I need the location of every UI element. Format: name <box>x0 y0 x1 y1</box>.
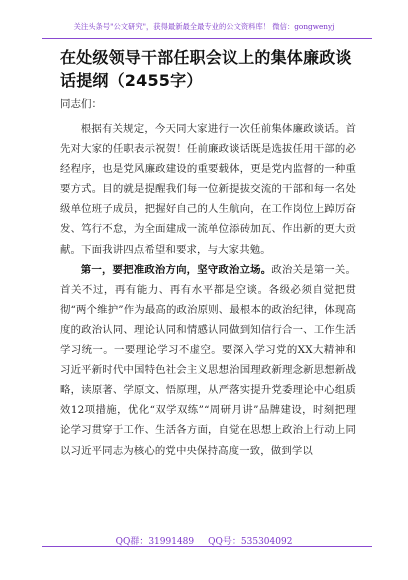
header-divider <box>42 38 372 39</box>
footer-divider <box>42 546 372 547</box>
document-title: 在处级领导干部任职会议上的集体廉政谈话提纲（2455字） <box>60 48 352 90</box>
page-header-banner: 关注头条号"公文研究"，获得最新最全最专业的公文资料库！ 微信：gongwenyj <box>73 22 335 31</box>
paragraph-2-lead: 第一，要把准政治方向，坚守政治立场。 <box>80 263 272 276</box>
footer-qq-number: QQ号：535304092 <box>208 537 293 547</box>
footer-qq-group: QQ群：31991489 <box>115 537 195 547</box>
paragraph-2-text: 政治关是第一关。首关不过，再有能力、再有水平都是空谈。各级必须自觉把贯彻“两个维护”作为最高的政治原则、最根本的政治纪律，体现高度的政治认同、理论认同和情感认同做到知信行合一、工作生活学习统一。一要理论学习不虚空。要深入学习党的XX大精神和习近平新时代中国特色社会主义思想治国理政新理念新思想新战略，读原著、学原文、悟原理，从严落实提升党委理论中心组质效12项措施，优化“双学双练”“周研月讲”品牌建设，时刻把理论学习贯穿于工作、生活各方面，自觉在思想上政治上行动上同以习近平同志为核心的党中央保持高度一致，做到学以 <box>60 263 357 457</box>
paragraph-1-text: 根据有关规定，今天同大家进行一次任前集体廉政谈话。首先对大家的任职表示祝贺！任前廉政谈话既是选拔任用干部的必经程序，也是党风廉政建设的重要载体，更是党内监督的一种重要方式。目的就是提醒我们每一位新提拔交流的干部和每一名处级单位班子成员，把握好自己的人生航向，在工作岗位上踔厉奋发、笃行不怠，为全面建成一流单位添砖加瓦、作出新的更大贡献。下面我讲四点希望和要求，与大家共勉。 <box>60 123 356 256</box>
document-body <box>60 119 356 461</box>
salutation: 同志们： <box>60 98 102 110</box>
paragraph-2 <box>60 260 356 461</box>
paragraph-1 <box>60 119 356 260</box>
